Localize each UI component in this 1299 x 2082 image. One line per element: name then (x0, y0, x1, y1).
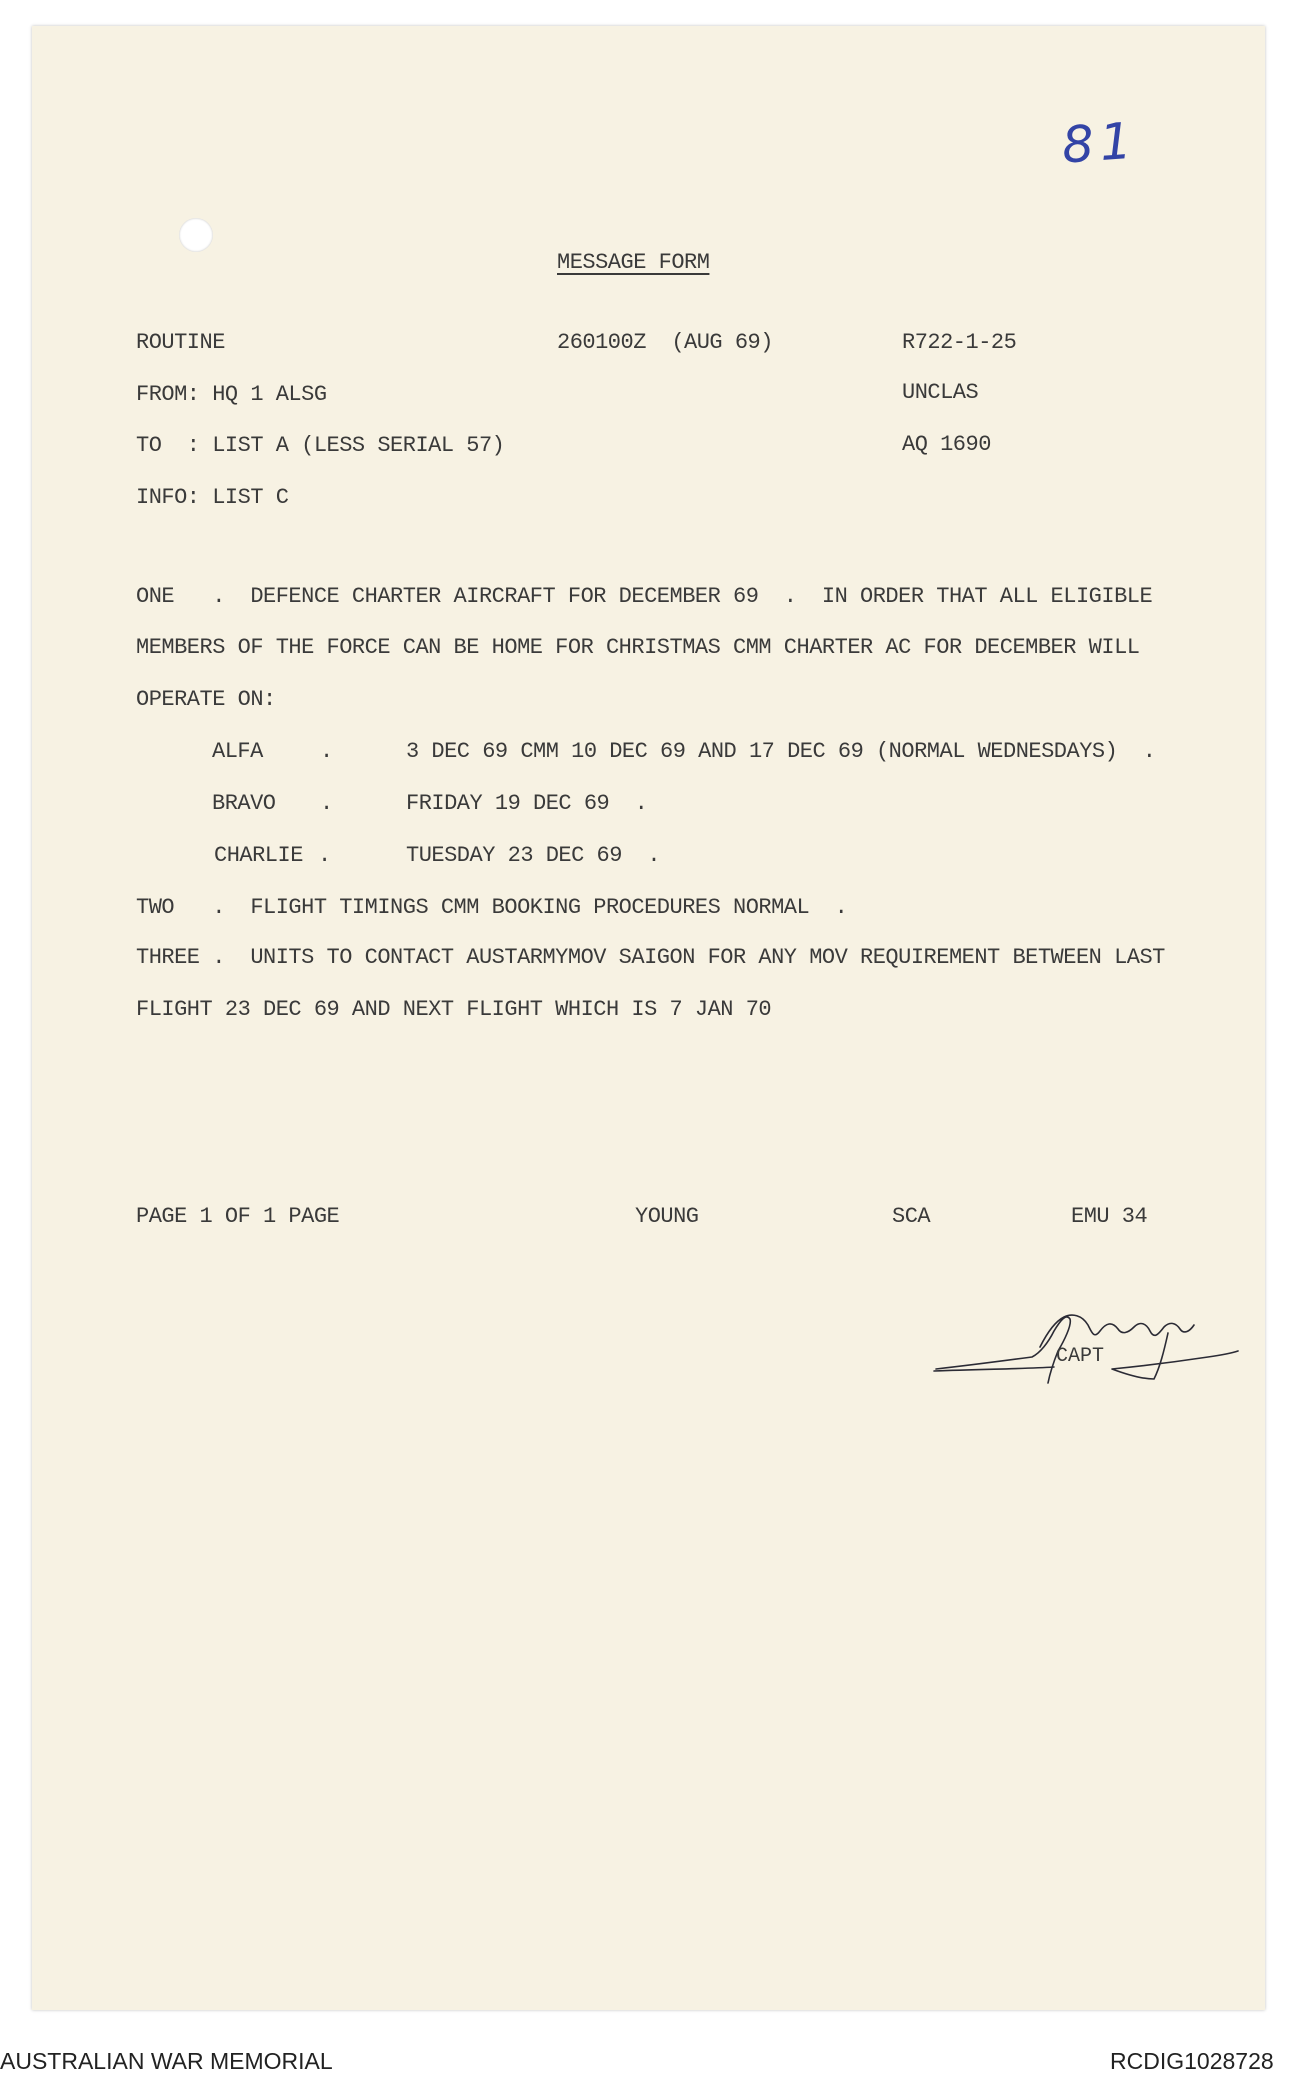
flight-dot: . (318, 843, 331, 868)
handwritten-signature (932, 1291, 1242, 1401)
para-one-line-2: MEMBERS OF THE FORCE CAN BE HOME FOR CHRISTMAS CMM CHARTER AC FOR DECEMBER WILL (136, 635, 1140, 660)
to-line: TO : LIST A (LESS SERIAL 57) (136, 433, 505, 458)
extension: EMU 34 (1071, 1204, 1148, 1229)
flight-dates-charlie: TUESDAY 23 DEC 69 . (406, 843, 661, 868)
flight-dates-bravo: FRIDAY 19 DEC 69 . (406, 791, 648, 816)
archive-institution: AUSTRALIAN WAR MEMORIAL (0, 2048, 333, 2074)
form-title: MESSAGE FORM (557, 250, 710, 275)
archive-catalogue-id: RCDIG1028728 (1110, 2048, 1274, 2074)
para-three-line-1: THREE . UNITS TO CONTACT AUSTARMYMOV SAIGON FOR ANY MOV REQUIREMENT BETWEEN LAST (136, 945, 1165, 970)
flight-dot: . (320, 791, 333, 816)
appointment: SCA (892, 1204, 931, 1229)
flight-dot: . (320, 739, 333, 764)
para-one-line-3: OPERATE ON: (136, 687, 276, 712)
info-line: INFO: LIST C (136, 485, 289, 510)
flight-name-alfa: ALFA (212, 739, 263, 764)
flight-name-bravo: BRAVO (212, 791, 276, 816)
classification: UNCLAS (902, 380, 979, 405)
precedence: ROUTINE (136, 330, 225, 355)
para-one-line-1: ONE . DEFENCE CHARTER AIRCRAFT FOR DECEMBER 69 . IN ORDER THAT ALL ELIGIBLE (136, 584, 1153, 609)
page-count: PAGE 1 OF 1 PAGE (136, 1204, 340, 1229)
flight-dates-alfa: 3 DEC 69 CMM 10 DEC 69 AND 17 DEC 69 (NORMAL WEDNESDAYS) . (406, 739, 1156, 764)
folio-number: 81 (1060, 111, 1140, 175)
message-serial: AQ 1690 (902, 432, 991, 457)
para-three-line-2: FLIGHT 23 DEC 69 AND NEXT FLIGHT WHICH IS 7 JAN 70 (136, 997, 772, 1022)
drafter-name: YOUNG (635, 1204, 699, 1229)
rank: CAPT (1056, 1345, 1105, 1368)
flight-name-charlie: CHARLIE (214, 843, 303, 868)
punch-hole (179, 218, 213, 252)
date-time-group: 260100Z (AUG 69) (557, 330, 773, 355)
document-page (32, 26, 1265, 2010)
para-two: TWO . FLIGHT TIMINGS CMM BOOKING PROCEDURES NORMAL . (136, 895, 848, 920)
from-line: FROM: HQ 1 ALSG (136, 382, 327, 407)
file-reference: R722-1-25 (902, 330, 1017, 355)
